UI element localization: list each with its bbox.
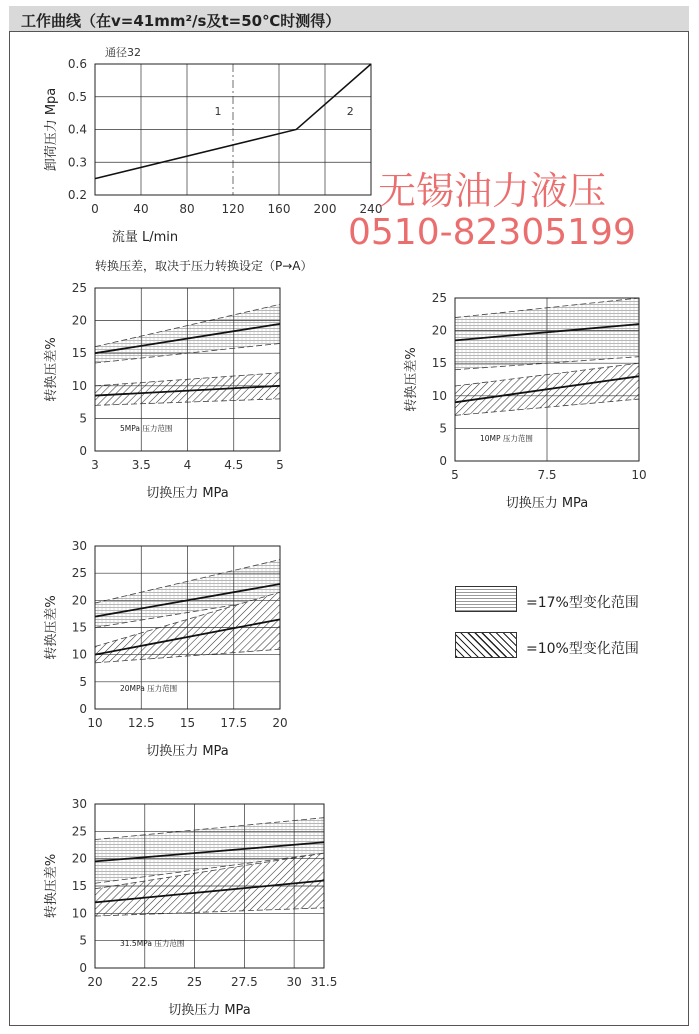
d10-xtick-label-2: 10: [631, 468, 647, 482]
d10-ytick-label-3: 15: [431, 356, 447, 371]
d5-ytick-label-3: 15: [71, 346, 87, 361]
unload-annotation-1: 2: [346, 104, 354, 118]
d315-xlabel: 切换压力 MPa: [168, 1003, 251, 1018]
d5-xtick-label-0: 3: [91, 458, 99, 472]
d20-xtick-label-0: 10: [87, 716, 103, 730]
d10-ytick-label-1: 5: [439, 421, 447, 436]
d10-xlabel: 切换压力 MPa: [505, 496, 589, 511]
d10-ytick-label-4: 20: [431, 323, 447, 338]
unload-ytick-label-2: 0.4: [67, 122, 87, 137]
d10-range-label: 10MP 压力范围: [480, 434, 533, 443]
unload-xtick-label-5: 200: [313, 202, 337, 216]
d5-ytick-label-0: 0: [79, 444, 87, 458]
legend-label-10: =10%型变化范围: [526, 641, 639, 657]
d315-ytick-label-0: 0: [79, 961, 87, 975]
d315-ylabel: 转换压差%: [44, 853, 59, 919]
unload-ytick-label-3: 0.5: [67, 89, 87, 104]
unload-xtick-label-6: 240: [359, 202, 383, 216]
d5-ytick-label-5: 25: [71, 281, 87, 295]
d10-xtick-label-1: 7.5: [537, 468, 557, 482]
unload-xtick-label-1: 40: [133, 202, 149, 216]
unload-caption: 通径32: [105, 46, 141, 59]
d10-ylabel: 转换压差%: [404, 347, 419, 412]
d20-range-label: 20MPa 压力范围: [120, 684, 178, 693]
watermark-phone: 0510-82305199: [348, 212, 636, 253]
d315-ytick-label-2: 10: [71, 906, 87, 921]
d315-xtick-label-5: 31.5: [310, 975, 338, 989]
page-title: 工作曲线（在v=41mm²/s及t=50℃时测得）: [21, 12, 341, 30]
d5-xlabel: 切换压力 MPa: [146, 486, 229, 501]
d5-xtick-label-3: 4.5: [224, 458, 244, 472]
d5-ytick-label-2: 10: [71, 378, 87, 393]
unload-xtick-label-3: 120: [221, 202, 245, 216]
d5-xtick-label-2: 4: [183, 458, 192, 472]
d10-ytick-label-5: 25: [431, 291, 447, 305]
d20-xlabel: 切换压力 MPa: [146, 744, 229, 759]
d5-ylabel: 转换压差%: [44, 337, 59, 402]
d20-ytick-label-3: 15: [71, 620, 87, 635]
d315-xtick-label-2: 25: [186, 975, 203, 989]
d10-ytick-label-0: 0: [439, 454, 447, 468]
d20-ytick-label-4: 20: [71, 593, 87, 608]
d5-title: 转换压差，取决于压力转换设定（P→A）: [95, 259, 313, 273]
d20-ytick-label-5: 25: [71, 566, 87, 581]
d315-xtick-label-4: 30: [286, 975, 302, 989]
d315-ytick-label-5: 25: [71, 824, 87, 839]
unload-xtick-label-0: 0: [91, 202, 99, 216]
d5-range-label: 5MPa 压力范围: [120, 424, 173, 433]
legend-swatch-dots: [455, 586, 517, 612]
unload-xtick-label-2: 80: [179, 202, 195, 216]
d20-ytick-label-6: 30: [71, 539, 87, 553]
d315-xtick-label-3: 27.5: [230, 975, 258, 989]
unload-ytick-label-4: 0.6: [67, 57, 87, 71]
unload-ylabel: 卸荷压力 Mpa: [44, 87, 59, 172]
watermark-company: 无锡油力液压: [378, 169, 607, 213]
d5-xtick-label-1: 3.5: [131, 458, 151, 472]
d5-ytick-label-4: 20: [71, 313, 87, 328]
d20-xtick-label-1: 12.5: [127, 716, 155, 730]
d20-ytick-label-1: 5: [79, 674, 87, 689]
d315-xtick-label-0: 20: [87, 975, 103, 989]
d20-ylabel: 转换压差%: [44, 595, 59, 660]
d5-ytick-label-1: 5: [79, 411, 87, 426]
d20-xtick-label-4: 20: [272, 716, 288, 730]
d315-ytick-label-3: 15: [71, 879, 87, 893]
d10-xtick-label-0: 5: [451, 468, 459, 482]
unload-xtick-label-4: 160: [267, 202, 291, 216]
unload-xlabel: 流量 L/min: [111, 230, 179, 245]
d315-ytick-label-6: 30: [71, 797, 87, 811]
unload-ytick-label-0: 0.2: [67, 188, 87, 202]
unload-annotation-0: 1: [214, 104, 222, 118]
legend-swatch-hatch: [455, 632, 517, 658]
d315-ytick-label-1: 5: [79, 933, 87, 948]
unload-ytick-label-1: 0.3: [67, 155, 87, 170]
d20-ytick-label-0: 0: [79, 702, 87, 716]
d5-xtick-label-4: 5: [276, 458, 284, 472]
legend-label-17: =17%型变化范围: [526, 595, 639, 611]
d315-xtick-label-1: 22.5: [131, 975, 159, 989]
d20-xtick-label-2: 15: [179, 716, 196, 730]
d315-range-label: 31.5MPa 压力范围: [120, 939, 185, 948]
d10-ytick-label-2: 10: [431, 388, 447, 403]
d20-ytick-label-2: 10: [71, 647, 87, 662]
d315-ytick-label-4: 20: [71, 851, 87, 866]
d20-xtick-label-3: 17.5: [220, 716, 248, 730]
